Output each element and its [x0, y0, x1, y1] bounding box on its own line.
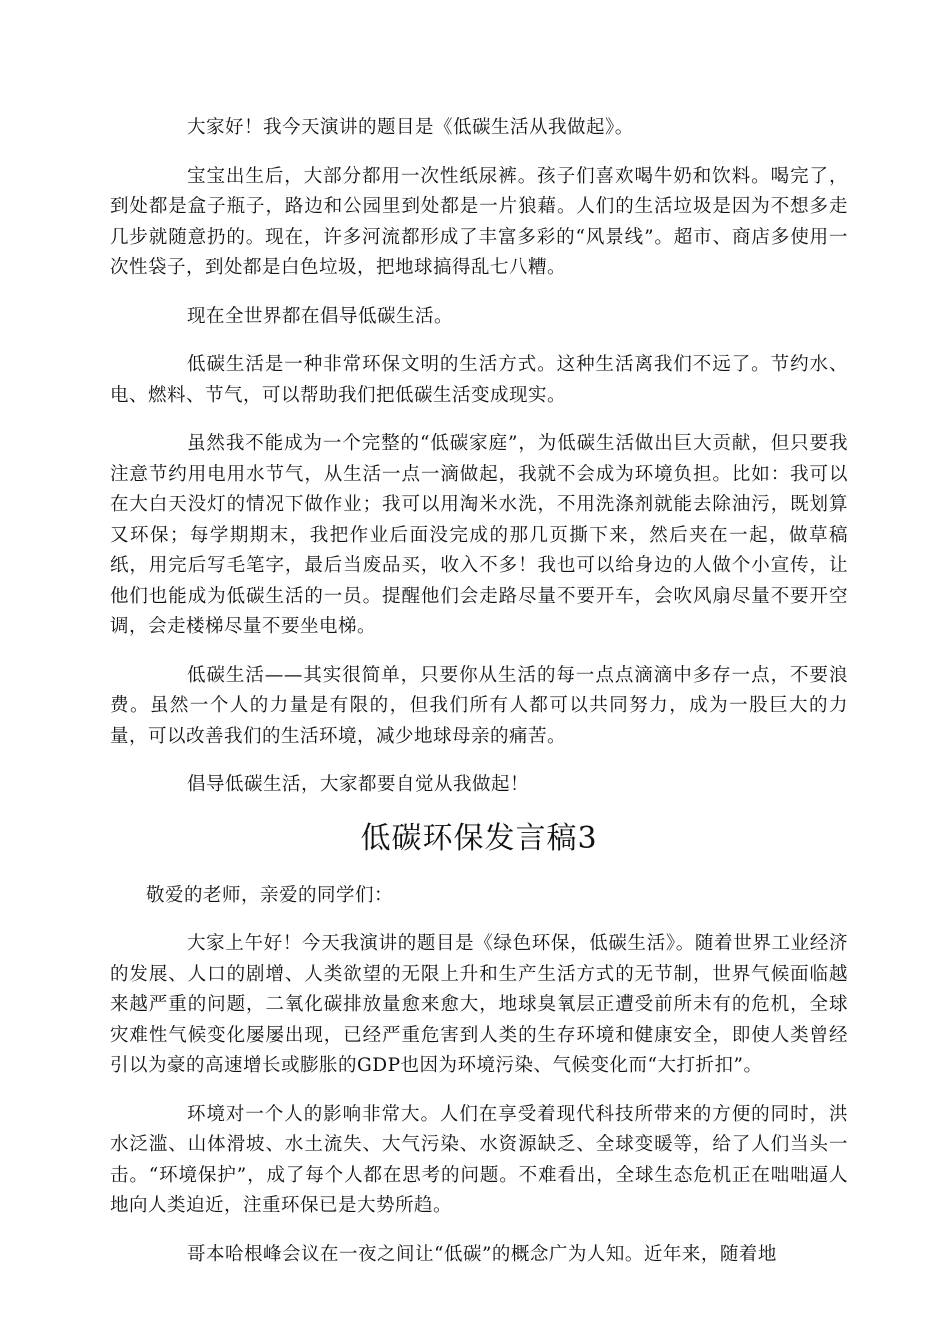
paragraph: 低碳生活是一种非常环保文明的生活方式。这种生活离我们不远了。节约水、电、燃料、节气，可以帮助我们把低碳生活变成现实。 [110, 354, 848, 406]
paragraph: 虽然我不能成为一个完整的“低碳家庭”，为低碳生活做出巨大贡献，但只要我注意节约用电用水节气，从生活一点一滴做起，我就不会成为环境负担。比如：我可以在大白天没灯的情况下做作业；我可以用淘米水洗，不用洗涤剂就能去除油污，既划算又环保；每学期期末，我把作业后面没完成的那几页撕下来，然后夹在一起，做草稿纸，用完后写毛笔字，最后当废品买，收入不多！我也可以给身边的人做个小宣传，让他们也能成为低碳生活的一员。提醒他们会走路尽量不要开车，会吹风扇尽量不要开空调，会走楼梯尽量不要坐电梯。 [110, 433, 848, 637]
section-title: 低碳环保发言稿3 [360, 820, 598, 856]
paragraph: 哥本哈根峰会议在一夜之间让“低碳”的概念广为人知。近年来，随着地 [187, 1243, 777, 1265]
paragraph: 宝宝出生后，大部分都用一次性纸尿裤。孩子们喜欢喝牛奶和饮料。喝完了，到处都是盒子瓶子，路边和公园里到处都是一片狼藉。人们的生活垃圾是因为不想多走几步就随意扔的。现在，许多河流都形成了丰富多彩的“风景线”。超市、商店多使用一次性袋子，到处都是白色垃圾，把地球搞得乱七八糟。 [110, 165, 848, 278]
paragraph: 大家好！我今天演讲的题目是《低碳生活从我做起》。 [187, 117, 634, 138]
paragraph: 低碳生活——其实很简单，只要你从生活的每一点点滴滴中多存一点，不要浪费。虽然一个人的力量是有限的，但我们所有人都可以共同努力，成为一股巨大的力量，可以改善我们的生活环境，减少地球母亲的痛苦。 [110, 664, 848, 747]
paragraph: 倡导低碳生活，大家都要自觉从我做起！ [187, 774, 530, 795]
paragraph: 环境对一个人的影响非常大。人们在享受着现代科技所带来的方便的同时，洪水泛滥、山体滑坡、水土流失、大气污染、水资源缺乏、全球变暖等，给了人们当头一击。“环境保护”，成了每个人都在思考的问题。不难看出，全球生态危机正在咄咄逼人地向人类迫近，注重环保已是大势所趋。 [110, 1103, 848, 1216]
paragraph: 现在全世界都在倡导低碳生活。 [187, 305, 454, 327]
document-page [110, 113, 848, 1288]
salutation: 敬爱的老师，亲爱的同学们： [146, 884, 394, 906]
paragraph: 大家上午好！今天我演讲的题目是《绿色环保，低碳生活》。随着世界工业经济的发展、人口的剧增、人类欲望的无限上升和生产生活方式的无节制，世界气候面临越来越严重的问题，二氧化碳排放量愈来愈大，地球臭氧层正遭受前所未有的危机，全球灾难性气候变化屡屡出现，已经严重危害到人类的生存环境和健康安全，即使人类曾经引以为豪的高速增长或膨胀的GDP也因为环境污染、气候变化而“大打折扣”。 [110, 933, 848, 1076]
